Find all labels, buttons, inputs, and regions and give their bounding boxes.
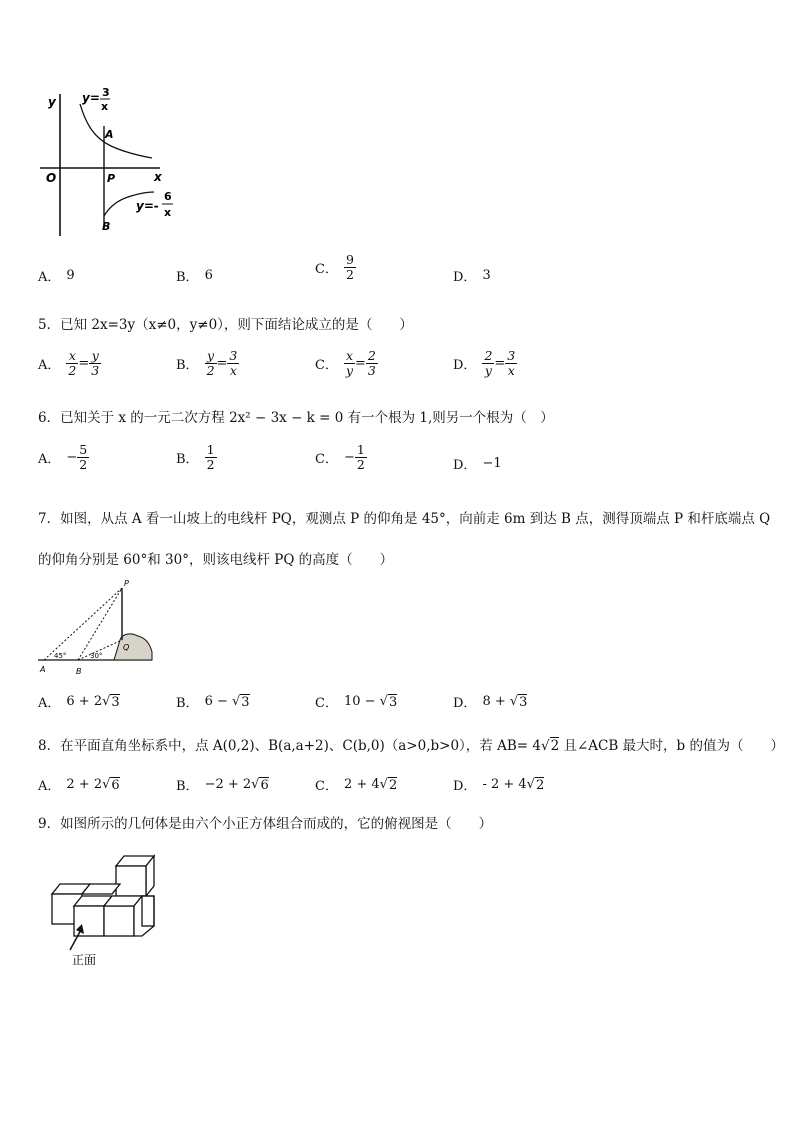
option-value: 6: [204, 268, 213, 283]
q7-option-d[interactable]: D． 8 + √ 3: [453, 694, 528, 711]
pole-top-label: P: [124, 579, 129, 588]
q4-option-b[interactable]: [176, 266, 213, 285]
q7-stem-line2: 的仰角分别是 60°和 30°，则该电线杆 PQ 的高度（ ）: [38, 552, 394, 568]
option-label: C．: [315, 261, 338, 277]
q8-option-d[interactable]: D． - 2 + 4 √ 2: [453, 777, 545, 794]
q7-option-a[interactable]: A． 6 + 2 √ 3: [38, 694, 120, 711]
q9-cubes-figure: [46, 850, 166, 970]
q8-option-a[interactable]: A． 2 + 2 √ 6: [38, 777, 120, 794]
option-label: D．: [453, 270, 477, 285]
q8-option-c[interactable]: C． 2 + 4 √ 2: [315, 777, 398, 794]
q6-option-b[interactable]: B． $\frac{1}{2}$: [176, 442, 215, 472]
point-a-label: A: [105, 128, 114, 141]
y-axis-label: y: [48, 95, 56, 109]
x-axis-label: x: [154, 170, 162, 184]
q5-option-c[interactable]: C． $\frac{x}{y}$ = $\frac{2}{3}$: [315, 348, 376, 378]
q5-option-a[interactable]: A． $\frac{x}{2}$ = $\frac{y}{3}$: [38, 348, 100, 378]
point-p-label: P: [107, 172, 116, 185]
q4-option-d[interactable]: [453, 266, 491, 285]
q7-slope-figure: [34, 578, 159, 678]
point-b-label: B: [76, 667, 82, 676]
eq2-prefix: y=-: [136, 199, 159, 213]
q6-option-c[interactable]: C． − $\frac{1}{2}$: [315, 442, 365, 472]
option-value: 9: [66, 268, 75, 283]
origin-label: O: [46, 171, 57, 185]
option-value: 3: [482, 268, 491, 283]
eq1-den: x: [101, 100, 109, 113]
option-label: B．: [176, 270, 199, 285]
q7-option-c[interactable]: C． 10 − √ 3: [315, 694, 398, 711]
angle-30-label: 30°: [90, 652, 103, 660]
q4-option-a[interactable]: [38, 266, 75, 285]
option-label: A．: [38, 270, 61, 285]
point-b-label: B: [102, 220, 111, 233]
q8-stem: 8．在平面直角坐标系中，点 A(0,2)、B(a,a+2)、C(b,0)（a>0,b>0），若 AB= 4√2 且∠ACB 最大时，b 的值为（ ）: [38, 738, 784, 754]
q4-option-c[interactable]: [315, 253, 356, 282]
q6-stem: 6．已知关于 x 的一元二次方程 2x² − 3x − k = 0 有一个根为 1,则另一个根为（ ）: [38, 410, 554, 426]
q4-hyperbola-figure: [36, 86, 176, 241]
eq2-num: 6: [164, 190, 172, 203]
q8-option-b[interactable]: B． −2 + 2 √ 6: [176, 777, 269, 794]
eq1-prefix: y=: [82, 91, 100, 105]
curve-3-over-x: [80, 104, 152, 158]
pole-base-label: Q: [123, 643, 130, 652]
q9-stem: 9．如图所示的几何体是由六个小正方体组合而成的，它的俯视图是（ ）: [38, 816, 493, 832]
q6-option-a[interactable]: A． − $\frac{5}{2}$: [38, 442, 88, 472]
q7-option-b[interactable]: B． 6 − √ 3: [176, 694, 250, 711]
point-a-label: A: [40, 665, 46, 674]
q5-stem: 5．已知 2x=3y（x≠0，y≠0），则下面结论成立的是（ ）: [38, 317, 413, 333]
q5-option-d[interactable]: D． $\frac{2}{y}$ = $\frac{3}{x}$: [453, 348, 516, 378]
q7-stem-line1: 7．如图，从点 A 看一山坡上的电线杆 PQ，观测点 P 的仰角是 45°，向前走 6m 到达 B 点，测得顶端点 P 和杆底端点 Q: [38, 511, 771, 527]
front-label: 正面: [72, 953, 97, 967]
angle-45-label: 45°: [54, 652, 67, 660]
q6-option-d[interactable]: D． −1: [453, 456, 502, 473]
eq2-den: x: [164, 206, 172, 219]
q5-option-b[interactable]: B． $\frac{y}{2}$ = $\frac{3}{x}$: [176, 348, 238, 378]
fraction: $\frac{9}{2}$: [345, 252, 354, 282]
eq1-num: 3: [102, 86, 110, 99]
